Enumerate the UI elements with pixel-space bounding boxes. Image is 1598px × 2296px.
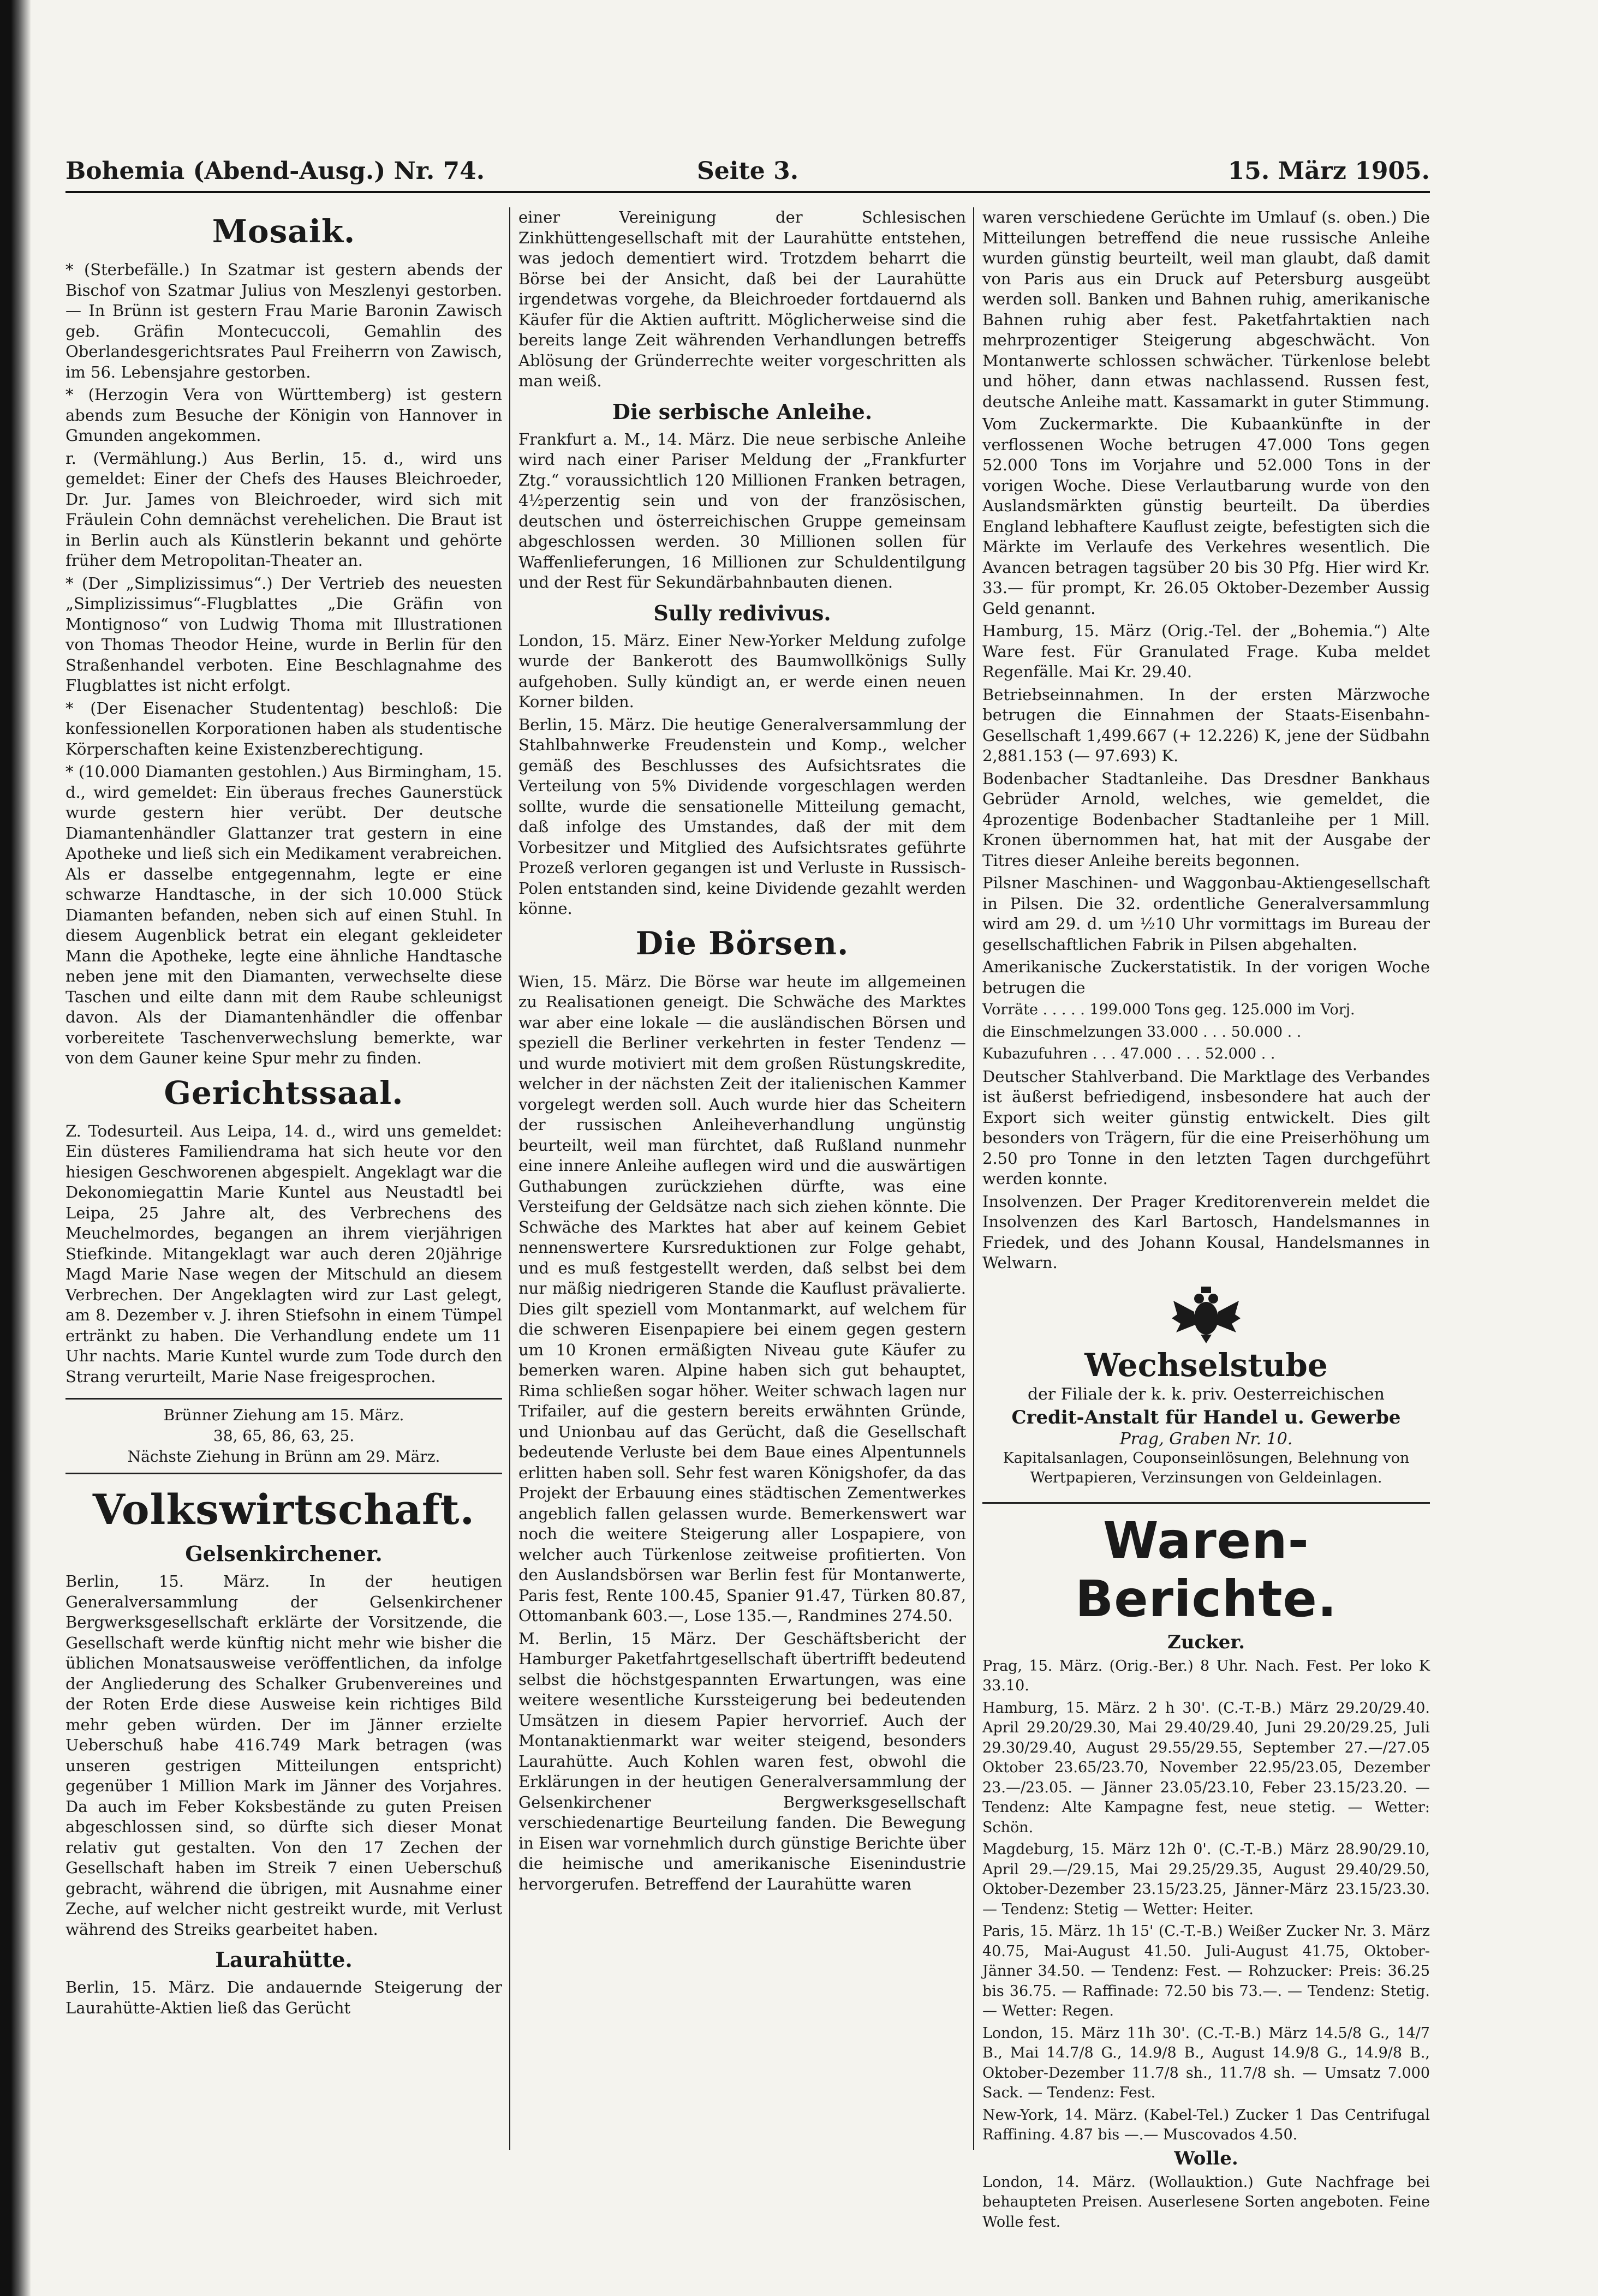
- market-report: Paris, 15. März. 1h 15' (C.-T.-B.) Weißer Zucker Nr. 3. März 40.75, Mai-August 41.50. Juli-August 41.75, Oktober-Jänner 34.50. — Tendenz: Fest. — Rohzucker: Preis: 36.25 bis 36.75. — Raffinade: 72.50 bis 73.—. — Tendenz: Stetig. — Wetter: Regen.: [982, 1923, 1430, 2019]
- scan-binding-edge: [0, 0, 31, 2296]
- market-report: London, 14. März. (Wollauktion.) Gute Nachfrage bei behaupteten Preisen. Auserlesene Sorten angeboten. Feine Wolle fest.: [982, 2173, 1430, 2231]
- article-paragraph: einer Vereinigung der Schlesischen Zinkhüttengesellschaft mit der Laurahütte entstehen, was jedoch dementiert wird. Trotzdem beharrt die Börse bei der Ansicht, daß bei der Laurahütte irgendetwas vorgehe, da Bleichroeder fortdauernd als Käufer für die Aktien auftritt. Möglicherweise sind die bereits lange Zeit währenden Verhandlungen betreffs Ablösung der Gründerrechte weiter vorgeschritten als man weiß.: [518, 208, 966, 390]
- market-report: Hamburg, 15. März. 2 h 30'. (C.-T.-B.) März 29.20/29.40. April 29.20/29.30, Mai 29.40/29.40, Juni 29.20/29.25, Juli 29.30/29.40, August 29.55/29.55, September 27.—/27.05 Oktober 23.65/23.70, November 22.95/23.05, Dezember 23.—/23.05. — Jänner 23.05/23.10, Feber 23.15/23.20. — Tendenz: Alte Kampagne fest, neue stetig. — Wetter: Schön.: [982, 1699, 1430, 1836]
- lottery-numbers: 38, 65, 86, 63, 25.: [213, 1427, 355, 1445]
- article-paragraph: Betriebseinnahmen. In der ersten Märzwoche betrugen die Einnahmen der Staats-Eisenbahn-Gesellschaft 1,499.667 (+ 12.226) K, jene der Südbahn 2,881.153 (— 97.693) K.: [982, 685, 1430, 765]
- market-report: Magdeburg, 15. März 12h 0'. (C.-T.-B.) März 28.90/29.10, April 29.—/29.15, Mai 29.25/29.35, August 29.40/29.50, Oktober-Dezember 23.15/23.25, Jänner-März 23.15/23.30. — Tendenz: Stetig — Wetter: Heiter.: [982, 1841, 1430, 1918]
- column-2: [518, 207, 966, 2172]
- article-paragraph: Berlin, 15. März. In der heutigen Generalversammlung der Gelsenkirchener Bergwerksgesellschaft erklärte der Vorsitzende, die Gesellschaft werde künftig nicht mehr wie bisher die üblichen Monatsausweise veröffentlichen, da infolge der Angliederung des Schalker Grubenvereines und der Roten Erde diese Ausweise kein richtiges Bild mehr geben würden. Der im Jänner erzielte Ueberschuß habe 416.749 Mark betragen (was unseren gestrigen Mitteilungen entspricht) gegenüber 1 Million Mark im Jänner des Vorjahres. Da auch im Feber Koksbestände zu guten Preisen abgeschlossen sind, so dürfte sich dieser Monat relativ gut gestalten. Von den 17 Zechen der Gesellschaft haben im Streik 7 einen Ueberschuß gebracht, während die übrigen, mit Ausnahme einer Zeche, auf welcher nicht gestreikt wurde, mit Verlust während des Streiks gearbeitet haben.: [65, 1572, 502, 1939]
- ad-address: Prag, Graben Nr. 10.: [1119, 1429, 1293, 1449]
- article-paragraph: Deutscher Stahlverband. Die Marktlage des Verbandes ist äußerst befriedigend, insbesondere hat auch der Export sich weiter günstig entwickelt. Dies gilt besonders von Trägern, für die eine Preiserhöhung um 2.50 pro Tonne in den letzten Tagen durchgeführt werden konnte.: [982, 1067, 1430, 1188]
- lottery-box: [65, 1398, 502, 1474]
- header-publication: Bohemia (Abend-Ausg.) Nr. 74.: [65, 157, 485, 185]
- bank-advertisement: [982, 1284, 1430, 1488]
- article-paragraph: * (Herzogin Vera von Württemberg) ist gestern abends zum Besuche der Königin von Hannover in Gmunden angekommen.: [65, 385, 502, 445]
- ad-title: Wechselstube: [1084, 1346, 1328, 1384]
- article-paragraph: Amerikanische Zuckerstatistik. In der vorigen Woche betrugen die: [982, 958, 1430, 997]
- article-paragraph: Berlin, 15. März. Die andauernde Steigerung der Laurahütte-Aktien ließ das Gerücht: [65, 1978, 502, 2017]
- column-3: [982, 207, 1430, 2231]
- article-paragraph: Insolvenzen. Der Prager Kreditorenverein meldet die Insolvenzen des Karl Bartosch, Handelsmannes in Friedek, und des Johann Kousal, Handelsmannes in Welwarn.: [982, 1192, 1430, 1272]
- article-paragraph: Pilsner Maschinen- und Waggonbau-Aktiengesellschaft in Pilsen. Die 32. ordentliche Generalversammlung wird am 29. d. um ½10 Uhr vormittags im Bureau der gesellschaftlichen Fabrik in Pilsen abgehalten.: [982, 874, 1430, 954]
- article-paragraph: Berlin, 15. März. Die heutige Generalversammlung der Stahlbahnwerke Freudenstein und Komp., welcher gemäß des Beschlusses des Aufsichtsrates die Verteilung von 5% Dividende vorgeschlagen werden sollte, wurde die sensationelle Mitteilung gemacht, daß infolge des Umstandes, daß der mit dem Vorbesitzer und Mitglied des Aufsichtsrates geführte Prozeß verloren gegangen ist und Verluste in Russisch-Polen entstanden sind, keine Dividende gezahlt werden könne.: [518, 715, 966, 918]
- market-report: New-York, 14. März. (Kabel-Tel.) Zucker 1 Das Centrifugal Raffining. 4.87 bis —.— Muscovados 4.50.: [982, 2106, 1430, 2143]
- header-date: 15. März 1905.: [1227, 157, 1430, 185]
- stat-row: Vorräte . . . . . 199.000 Tons geg. 125.000 im Vorj.: [982, 1001, 1355, 1018]
- subheading-laurahuette: Laurahütte.: [215, 1947, 353, 1972]
- stat-row: Kubazufuhren . . . 47.000 . . . 52.000 . .: [982, 1045, 1275, 1062]
- subheading-serbische-anleihe: Die serbische Anleihe.: [612, 399, 873, 424]
- article-paragraph: London, 15. März. Einer New-Yorker Meldung zufolge wurde der Bankerott des Baumwollkönigs Sully aufgehoben. Sully kündigt an, er werde einen neuen Korner bilden.: [518, 631, 966, 711]
- article-paragraph: Hamburg, 15. März (Orig.-Tel. der „Bohemia.“) Alte Ware fest. Für Granulated Frage. Kuba meldet Regenfälle. Mai Kr. 29.40.: [982, 621, 1430, 681]
- subheading-sully-redivivus: Sully redivivus.: [653, 600, 831, 625]
- section-title-waren-berichte: Waren-Berichte.: [982, 1502, 1430, 1628]
- newspaper-page: [65, 153, 1430, 2231]
- double-eagle-emblem-icon: [1171, 1284, 1242, 1344]
- article-paragraph: * (Der „Simplizissimus“.) Der Vertrieb des neuesten „Simplizissimus“-Flugblattes „Die Gräfin von Montignoso“ von Ludwig Thoma mit Illustrationen von Thomas Theodor Heine, wurde in Berlin für den Straßenhandel verboten. Eine Beschlagnahme des Flugblattes ist nicht erfolgt.: [65, 573, 502, 695]
- subheading-gelsenkirchener: Gelsenkirchener.: [185, 1541, 383, 1566]
- market-report: London, 15. März 11h 30'. (C.-T.-B.) März 14.5/8 G., 14/7 B., Mai 14.7/8 G., 14.9/8 B., August 14.9/8 G., 14.9/8 B., Oktober-Dezember 11.7/8 sh., 11.7/8 sh. — Umsatz 7.000 Sack. — Tendenz: Fest.: [982, 2024, 1430, 2101]
- header-page-number: Seite 3.: [696, 157, 799, 185]
- article-paragraph: Frankfurt a. M., 14. März. Die neue serbische Anleihe wird nach einer Pariser Meldung der „Frankfurter Ztg.“ voraussichtlich 120 Millionen Franken betragen, 4½perzentig sein und von der französischen, deutschen und österreichischen Gruppe gemeinsam abgeschlossen werden. 30 Millionen sollen für Waffenlieferungen, 16 Millionen zur Schuldentilgung und der Rest für Sekundärbahnbauten dienen.: [518, 429, 966, 591]
- subheading-wolle: Wolle.: [1174, 2147, 1238, 2169]
- article-paragraph: waren verschiedene Gerüchte im Umlauf (s. oben.) Die Mitteilungen betreffend die neue russische Anleihe wurden günstig beurteilt, weil man glaubt, daß damit von Paris aus ein Druck auf Petersburg ausgeübt werden soll. Banken und Bahnen ruhig, amerikanische Bahnen ruhig aber fest. Paketfahrtaktien nach mehrprozentiger Steigerung abgeschwächt. Von Montanwerte schlossen schwächer. Türkenlose belebt und höher, dann etwas nachlassend. Russen fest, deutsche Anleihe matt. Kassamarkt in guter Stimmung.: [982, 208, 1430, 411]
- article-paragraph: Wien, 15. März. Die Börse war heute im allgemeinen zu Realisationen geneigt. Die Schwäche des Marktes war aber eine lokale — die ausländischen Börsen und speziell die Berliner verkehrten in fester Tendenz — und wurde motiviert mit dem großen Rüstungskredite, welcher in der nächsten Zeit der italienischen Kammer vorgelegt werden soll. Auch wurde hier das Scheitern der russischen Anleiheverhandlung ungünstig beurteilt, weil man fürchtet, daß Rußland nunmehr eine innere Anleihe auflegen wird und die auswärtigen Guthabungen zurückziehen dürfte, was eine Versteifung der Geldsätze nach sich ziehen könnte. Die Schwäche des Marktes hat aber auf keinem Gebiet nennenswertere Kursreduktionen zur Folge gehabt, und es muß festgestellt werden, daß selbst bei dem nur mäßig niedrigeren Stande die Kauflust prävalierte. Dies gilt speziell vom Montanmarkt, auf welchem für die schweren Eisenpapiere bei einem gegen gestern um 10 Kronen ermäßigten Niveau gute Käufer zu bemerken waren. Alpine haben sich gut behauptet, Rima schließen sogar höher. Weiter schwach lagen nur Trifailer, auf die gestern bereits erwähnten Gründe, und Unionbau auf das Gerücht, daß die Gesellschaft bedeutende Verluste bei dem Baue eines Alpentunnels erlitten haben soll. Sehr fest waren Königshofer, da das Projekt der Erbauung eines städtischen Zementwerkes angeblich fallen gelassen wurde. Bemerkenswert war noch die weitere Steigerung aller Lospapiere, von welcher auch Türkenlose zeitweise profitierten. Von den Auslandsbörsen war Berlin fest für Montanwerte, Paris fest, Rente 100.45, Spanier 91.47, Türken 80.87, Ottomanbank 603.—, Lose 135.—, Randmines 274.50.: [518, 972, 966, 1625]
- article-paragraph: Z. Todesurteil. Aus Leipa, 14. d., wird uns gemeldet: Ein düsteres Familiendrama hat sich heute vor den hiesigen Geschworenen abgespielt. Angeklagt war die Dekonomiegattin Marie Kuntel aus Neustadtl bei Leipa, 25 Jahre alt, des Verbrechens des Meuchelmordes, begangen an ihrem vierjährigen Stiefkinde. Mitangeklagt war auch deren 20jährige Magd Marie Nase wegen der Mitschuld an diesem Verbrechen. Der Angeklagten wird zur Last gelegt, am 8. Dezember v. J. ihren Stiefsohn in einem Tümpel ertränkt zu haben. Die Verhandlung endete um 11 Uhr nachts. Marie Kuntel wurde zum Tode durch den Strang verurteilt, Marie Nase freigesprochen.: [65, 1121, 503, 1386]
- lottery-next: Nächste Ziehung in Brünn am 29. März.: [127, 1448, 440, 1466]
- article-paragraph: * (Sterbefälle.) In Szatmar ist gestern abends der Bischof von Szatmar Julius von Meszlenyi gestorben. — In Brünn ist gestern Frau Marie Baronin Zawisch geb. Gräfin Montecuccoli, Gemahlin des Oberlandesgerichtsrates Paul Freiherrn von Zawisch, im 56. Lebensjahre gestorben.: [65, 260, 502, 381]
- article-paragraph: * (10.000 Diamanten gestohlen.) Aus Birmingham, 15. d., wird gemeldet: Ein überaus freches Gaunerstück wurde gestern hier verübt. Der deutsche Diamantenhändler Glattanzer trat gestern in eine Apotheke und ließ sich ein Medikament verabreichen. Als er dasselbe entgegennahm, legte er eine schwarze Handtasche, in der sich 10.000 Stück Diamanten befanden, neben sich auf einen Stuhl. In diesem Augenblick betrat ein elegant gekleideter Mann die Apotheke, legte eine ähnliche Handtasche neben jene mit den Diamanten, verwechselte diese Taschen und eilte dann mit dem Raube schleunigst davon. Als der Diamantenhändler die offenbar vorbereitete Taschenverwechslung bemerkte, war von dem Gauner keine Spur mehr zu finden.: [65, 762, 502, 1067]
- column-rule: [509, 207, 510, 2150]
- section-title-boersen: Die Börsen.: [635, 924, 849, 962]
- running-header: [65, 153, 1430, 193]
- ad-bank-name: Credit-Anstalt für Handel u. Gewerbe: [1011, 1406, 1401, 1428]
- article-paragraph: Vom Zuckermarkte. Die Kubaankünfte in der verflossenen Woche betrugen 47.000 Tons gegen 52.000 Tons im Vorjahre und 52.000 Tons in der vorigen Woche. Diese Verlautbarung wurde von den Auslandsmärkten günstig beurteilt. Da überdies England lebhaftere Kauflust zeigte, befestigten sich die Märkte im Verlaufe des Verkehres wesentlich. Die Avancen betragen tagsüber 20 bis 30 Pfg. Hier wird Kr. 33.— für prompt, Kr. 26.05 Oktober-Dezember Aussig Geld genannt.: [982, 415, 1430, 618]
- article-paragraph: * (Der Eisenacher Studententag) beschloß: Die konfessionellen Korporationen haben als studentische Körperschaften keine Existenzberechtigung.: [65, 698, 502, 758]
- section-title-mosaik: Mosaik.: [212, 213, 356, 250]
- section-title-volkswirtschaft: Volkswirtschaft.: [92, 1485, 475, 1534]
- article-paragraph: r. (Vermählung.) Aus Berlin, 15. d., wird uns gemeldet: Einer der Chefs des Hauses Bleichroeder, Dr. Jur. James von Bleichroeder, wird sich mit Fräulein Cohn demnächst verehelichen. Die Braut ist in Berlin auch als Künstlerin bekannt und gehörte früher dem Metropolitan-Theater an.: [65, 449, 502, 570]
- subheading-zucker: Zucker.: [1167, 1631, 1245, 1653]
- column-rule: [973, 207, 974, 2150]
- ad-line: der Filiale der k. k. priv. Oesterreichischen: [1027, 1384, 1385, 1404]
- column-1: [65, 207, 502, 2172]
- stat-row: die Einschmelzungen 33.000 . . . 50.000 . .: [982, 1023, 1302, 1041]
- ad-services: Kapitalsanlagen, Couponseinlösungen, Belehnung von Wertpapieren, Verzinsungen von Geldeinlagen.: [1003, 1449, 1410, 1486]
- section-title-gerichtssaal: Gerichtssaal.: [164, 1074, 404, 1111]
- article-paragraph: Bodenbacher Stadtanleihe. Das Dresdner Bankhaus Gebrüder Arnold, welches, wie gemeldet, die 4prozentige Bodenbacher Stadtanleihe per 1 Mill. Kronen übernommen hat, hat mit der Ausgabe der Titres dieser Anleihe bereits begonnen.: [982, 769, 1430, 870]
- market-report: Prag, 15. März. (Orig.-Ber.) 8 Uhr. Nach. Fest. Per loko K 33.10.: [982, 1657, 1430, 1694]
- article-paragraph: M. Berlin, 15 März. Der Geschäftsbericht der Hamburger Paketfahrtgesellschaft übertrifft bedeutend selbst die höchstgespannten Erwartungen, was eine weitere wesentliche Kurssteigerung bei bedeutenden Umsätzen in diesem Papier hervorrief. Auch der Montanaktienmarkt war weiter steigend, besonders Laurahütte. Auch Kohlen waren fest, obwohl die Erklärungen in der heutigen Generalversammlung der Gelsenkirchener Bergwerksgesellschaft verschiedenartige Beurteilung fanden. Die Bewegung in Eisen war vornehmlich durch günstige Berichte über die heimische und amerikanische Eisenindustrie hervorgerufen. Betreffend der Laurahütte waren: [518, 1629, 966, 1893]
- lottery-heading: Brünner Ziehung am 15. März.: [163, 1406, 404, 1424]
